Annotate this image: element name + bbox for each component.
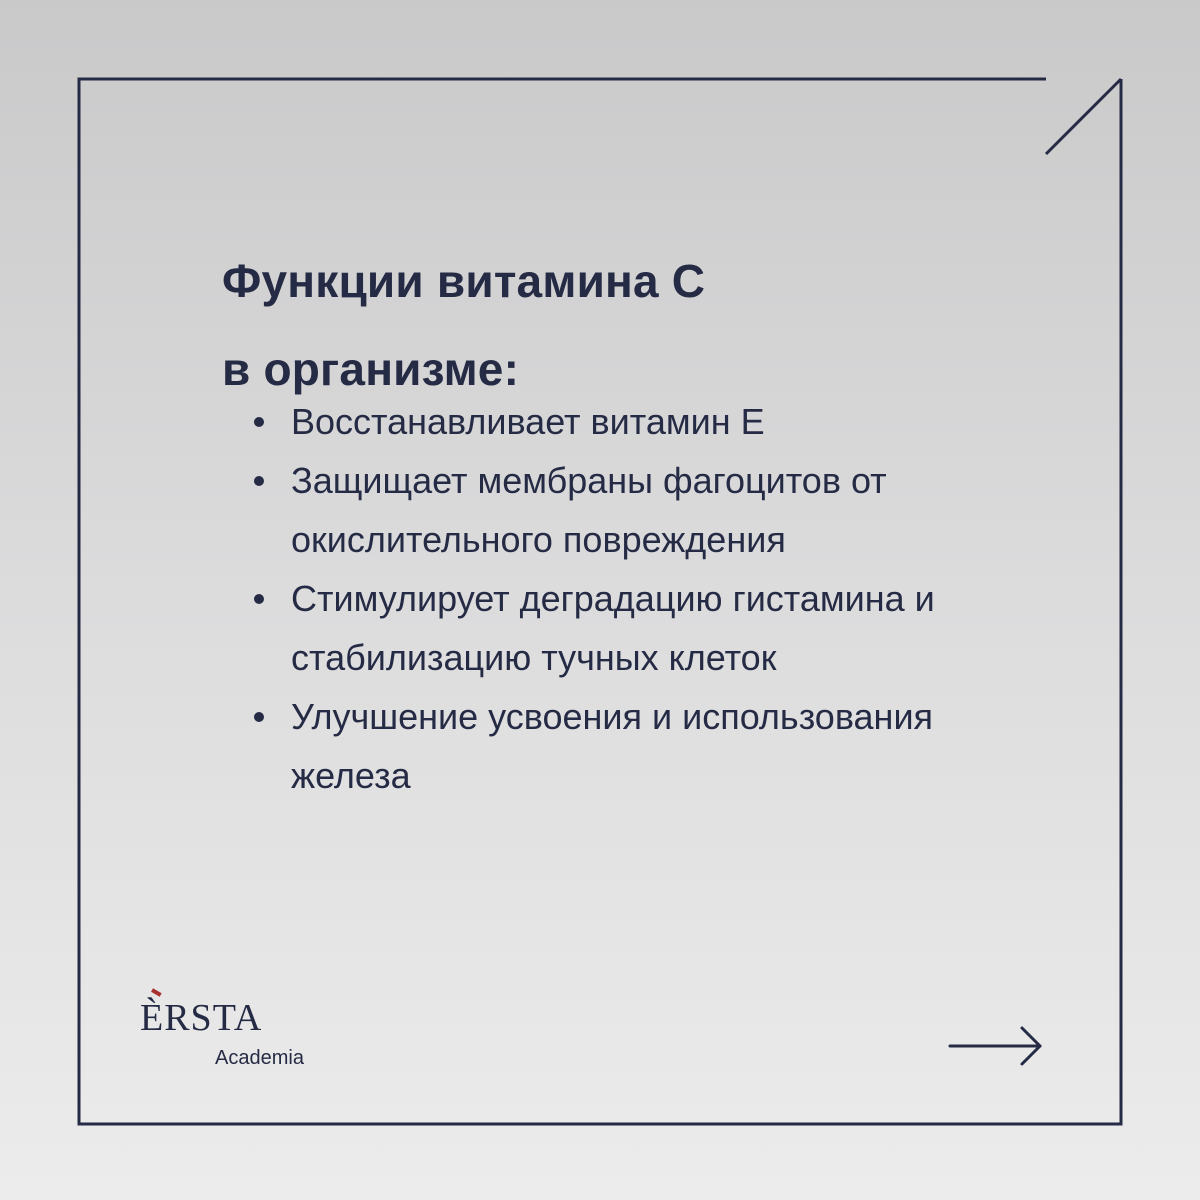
list-item — [254, 569, 1014, 687]
frame-corner-diagonal — [1046, 79, 1121, 154]
brand-subtitle: Academia — [215, 1047, 304, 1069]
title-line-2: в организме: — [222, 343, 520, 395]
right-arrow-icon[interactable] — [948, 1024, 1044, 1068]
list-item-text: Улучшение усвоения и использования железа — [291, 696, 934, 796]
bullet-dot-icon — [254, 712, 264, 722]
list-item-text: Защищает мембраны фагоцитов от окислительного повреждения — [291, 460, 887, 560]
brand-name: ÈRSTA — [140, 997, 263, 1039]
list-item-text: Восстанавливает витамин Е — [291, 401, 765, 442]
list-item — [254, 687, 1014, 805]
title-line-1: Функции витамина С — [222, 255, 706, 307]
list-item — [254, 392, 1014, 451]
brand-logo — [140, 990, 340, 1080]
bullet-dot-icon — [254, 417, 264, 427]
bullet-dot-icon — [254, 594, 264, 604]
functions-list — [254, 392, 1014, 805]
page-title — [222, 237, 1042, 413]
list-item — [254, 451, 1014, 569]
list-item-text: Стимулирует деградацию гистамина и стабилизацию тучных клеток — [291, 578, 935, 678]
bullet-dot-icon — [254, 476, 264, 486]
